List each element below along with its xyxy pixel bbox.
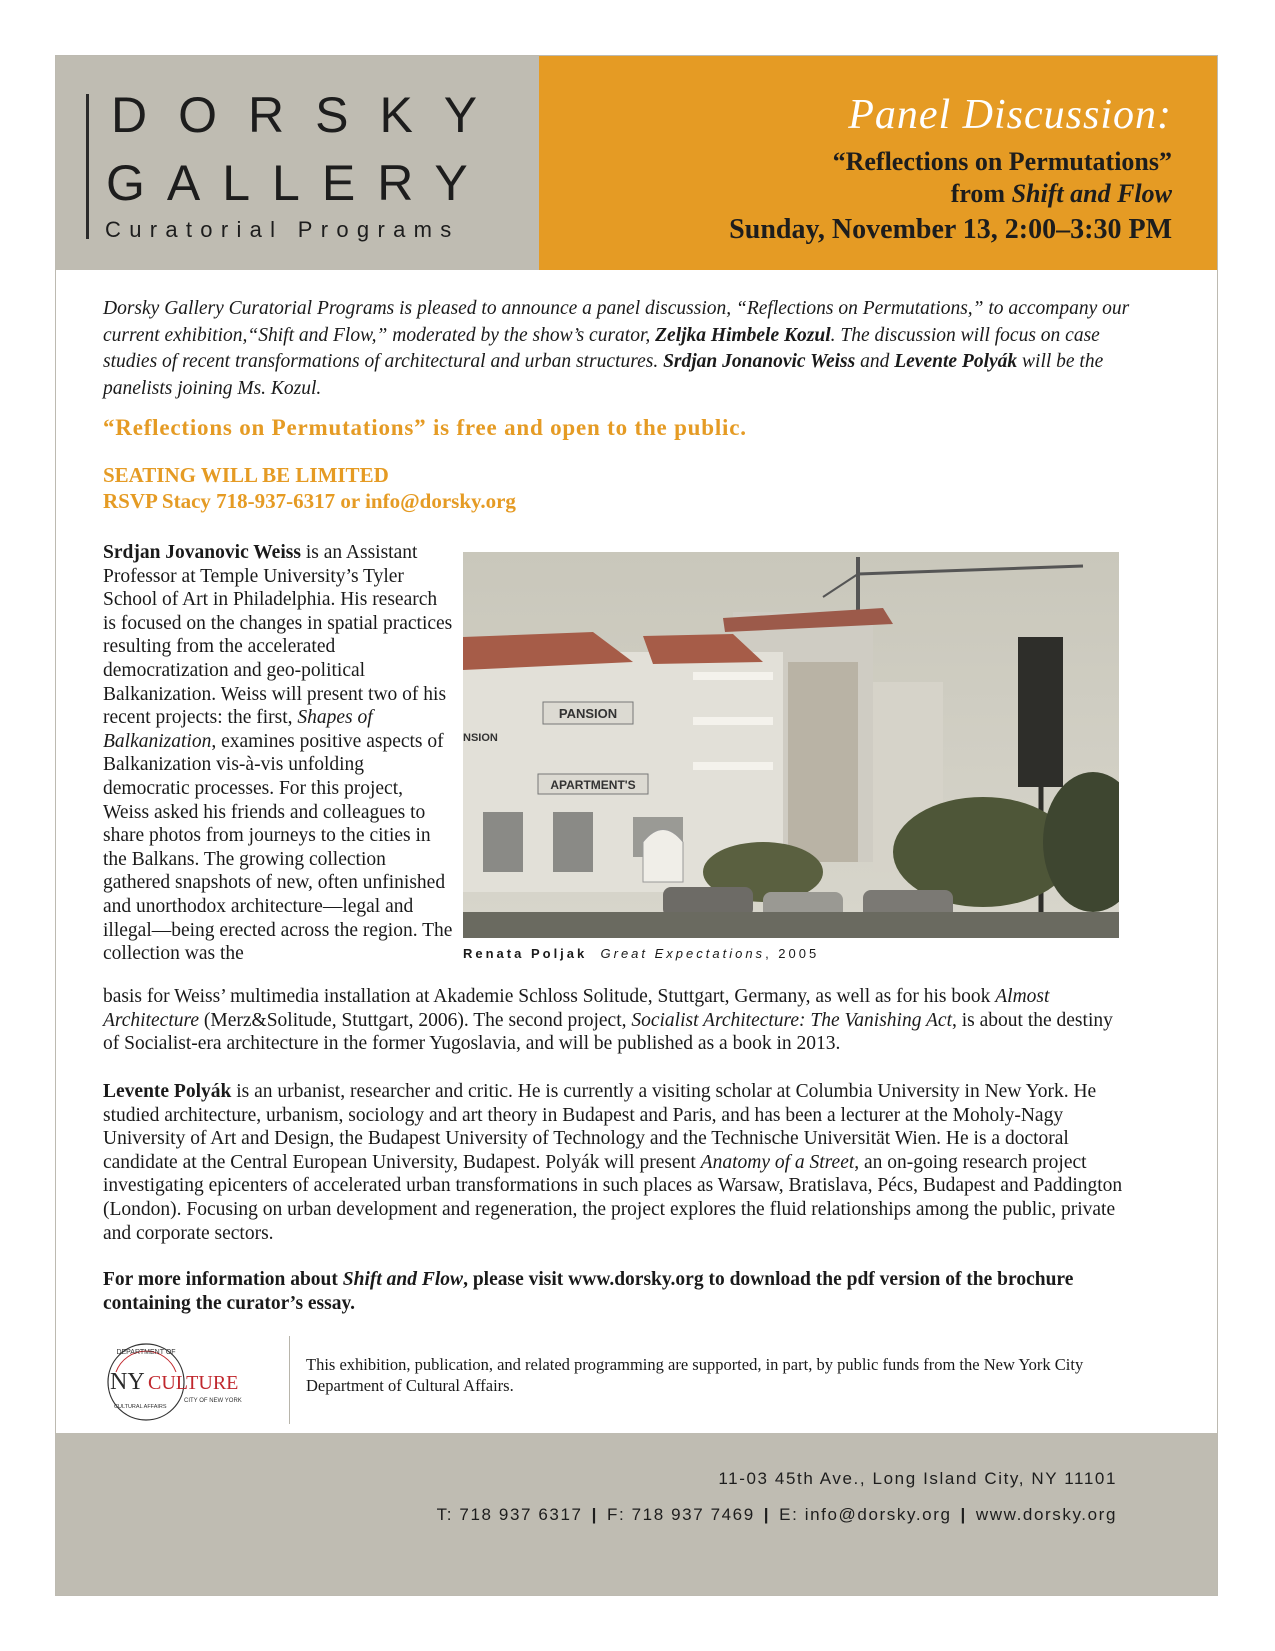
apartments-sign: APARTMENT'S <box>550 778 636 792</box>
artwork-photo <box>463 552 1119 938</box>
logo-ny-text: NY <box>110 1369 145 1395</box>
event-exhibition: Shift and Flow <box>1011 179 1172 208</box>
footer-website[interactable]: www.dorsky.org <box>975 1505 1117 1524</box>
footer-address: 11-03 45th Ave., Long Island City, NY 11101 <box>718 1469 1117 1488</box>
bio-polyak: Levente Polyák is an urbanist, researcher and critic. He is currently a visiting scholar at Columbia University in New York. He studied architecture, urbanism, sociology and art theory in Budapest and Paris, and has been a lecturer at the Moholy-Nagy University of Art and Design, the Budapest University of Technology and the Technische Universität Wien. He is a doctoral candidate at the Central European University, Budapest. Polyák will present Anatomy of a Street, an on-going research project investigating epicenters of accelerated urban transformations in such places as Warsaw, Bratislava, Pécs, Budapest and Paddington (London). Focusing on urban development and regeneration, the project explores the fluid relationships among the public, private and corporate sectors. <box>103 1081 1123 1244</box>
seating-limited: SEATING WILL BE LIMITED <box>103 463 389 487</box>
logo-city-text: CITY OF NEW YORK <box>184 1398 242 1404</box>
event-date: Sunday, November 13, 2:00–3:30 PM <box>729 214 1172 245</box>
logo-dept-text: DEPARTMENT OF <box>116 1349 176 1356</box>
logo-rule <box>86 94 89 239</box>
pansion-sign: PANSION <box>558 706 618 721</box>
free-notice: “Reflections on Permutations” is free and open to the public. <box>103 415 747 440</box>
event-title: “Reflections on Permutations” <box>832 147 1172 176</box>
rsvp-line[interactable]: RSVP Stacy 718-937-6317 or info@dorsky.org <box>103 489 516 513</box>
curator-name: Zeljka Himbele Kozul <box>655 324 831 346</box>
caption-artist: Renata Poljak <box>463 946 588 961</box>
bio-weiss-name: Srdjan Jovanovic Weiss <box>103 542 301 563</box>
intro-paragraph: Dorsky Gallery Curatorial Programs is pleased to announce a panel discussion, “Reflections on Permutations,” to accompany our current exhibition,“Shift and Flow,” moderated by the show’s curator, Zeljka Himbele Kozul. The discussion will focus on case studies of recent transformations of architectural and urban structures. Srdjan Jonanovic Weiss and Levente Polyák will be the panelists joining Ms. Kozul. <box>103 298 1130 399</box>
logo-ca-text: CULTURAL AFFAIRS <box>114 1404 167 1410</box>
logo-gallery: GALLERY <box>106 155 490 211</box>
footer-fax: F: 718 937 7469 <box>606 1505 755 1524</box>
caption-year: , 2005 <box>765 946 820 961</box>
logo-dorsky: DORSKY <box>111 87 509 143</box>
event-from: from Shift and Flow <box>950 179 1172 208</box>
footer-email[interactable]: E: info@dorsky.org <box>779 1505 952 1524</box>
footer-contact: T: 718 937 6317 | F: 718 937 7469 | E: info@dorsky.org | www.dorsky.org <box>436 1505 1117 1524</box>
header-logo-panel <box>56 56 539 270</box>
bio-weiss-column: Srdjan Jovanovic Weiss is an Assistant Professor at Temple University’s Tyler School of Art in Philadelphia. His research is focused on the changes in spatial practices resulting from the accelerated democratization and geo-political Balkanization. Weiss will present two of his recent projects: the first, Shapes of Balkanization, examines positive aspects of Balkanization vis-à-vis unfolding democratic processes. For this project, Weiss asked his friends and colleagues to share photos from journeys to the cities in the Balkans. The growing collection gathered snapshots of new, often unfinished and unorthodox architecture—legal and illegal—being erected across the region. The collection was the <box>103 542 453 965</box>
logo-curatorial-programs: Curatorial Programs <box>105 217 460 242</box>
bio-polyak-name: Levente Polyák <box>103 1081 232 1102</box>
footer <box>56 1433 1217 1595</box>
seating-notice <box>103 462 516 514</box>
funding-divider <box>289 1336 290 1424</box>
header-event-panel <box>539 56 1217 270</box>
logo-culture-text: CULTURE <box>148 1372 239 1394</box>
panelist-weiss: Srdjan Jonanovic Weiss <box>663 351 856 372</box>
funding-statement: This exhibition, publication, and related programming are supported, in part, by public funds from the New York City Department of Cultural Affairs. <box>306 1355 1084 1395</box>
more-info: For more information about Shift and Flow, please visit www.dorsky.org to download the pdf version of the brochure containing the curator’s essay. <box>103 1269 1074 1314</box>
footer-phone: T: 718 937 6317 <box>436 1505 583 1524</box>
flyer-page <box>55 55 1218 1596</box>
photo-caption <box>463 946 819 961</box>
caption-title: Great Expectations <box>600 946 766 961</box>
nyc-culture-logo <box>104 1340 284 1424</box>
building-photo-illustration <box>463 552 1119 938</box>
nsion-sign: NSION <box>463 732 498 744</box>
bio-weiss-continued: basis for Weiss’ multimedia installation at Akademie Schloss Solitude, Stuttgart, Germany, as well as for his book Almost Architecture (Merz&Solitude, Stuttgart, 2006). The second project, Socialist Architecture: The Vanishing Act, is about the destiny of Socialist-era architecture in the former Yugoslavia, and will be published as a book in 2013. <box>103 986 1113 1055</box>
event-type: Panel Discussion: <box>848 92 1172 138</box>
panelist-polyak: Levente Polyák <box>894 351 1018 372</box>
